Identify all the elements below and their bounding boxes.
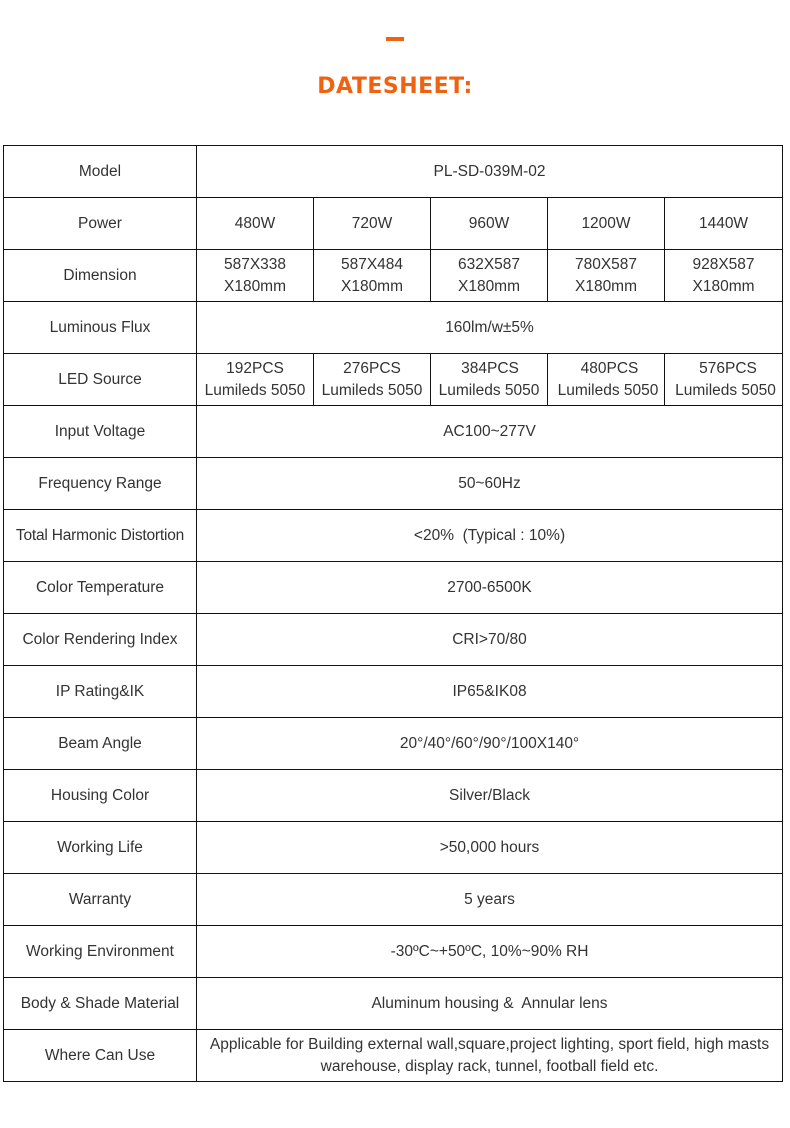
label-led-source: LED Source	[4, 354, 197, 406]
label-ip-rating: IP Rating&IK	[4, 666, 197, 718]
value-dimension	[431, 250, 548, 302]
dimension-line1: 587X338	[223, 255, 287, 273]
value-beam-angle: 20°/40°/60°/90°/100X140°	[197, 718, 783, 770]
dimension-line2: X180mm	[574, 277, 638, 295]
label-warranty: Warranty	[4, 874, 197, 926]
value-dimension	[548, 250, 665, 302]
led-type: Lumileds 5050	[204, 381, 306, 399]
row-input-voltage	[4, 406, 783, 458]
dimension-line2: X180mm	[692, 277, 755, 295]
label-luminous-flux: Luminous Flux	[4, 302, 197, 354]
label-working-life: Working Life	[4, 822, 197, 874]
dimension-line1: 632X587	[457, 255, 521, 273]
row-working-life	[4, 822, 783, 874]
row-working-environment	[4, 926, 783, 978]
value-luminous-flux: 160lm/w±5%	[197, 302, 783, 354]
label-where-can-use: Where Can Use	[4, 1030, 197, 1082]
value-led-source	[197, 354, 314, 406]
dimension-line2: X180mm	[223, 277, 287, 295]
row-warranty	[4, 874, 783, 926]
dimension-line1: 928X587	[692, 255, 755, 273]
value-warranty: 5 years	[197, 874, 783, 926]
value-power: 720W	[314, 198, 431, 250]
value-model: PL-SD-039M-02	[197, 146, 783, 198]
value-power: 480W	[197, 198, 314, 250]
value-dimension	[314, 250, 431, 302]
label-cri: Color Rendering Index	[4, 614, 197, 666]
value-led-source	[431, 354, 548, 406]
label-frequency-range: Frequency Range	[4, 458, 197, 510]
led-type: Lumileds 5050	[557, 381, 659, 399]
value-led-source	[314, 354, 431, 406]
led-type: Lumileds 5050	[438, 381, 540, 399]
row-housing-color	[4, 770, 783, 822]
row-thd	[4, 510, 783, 562]
value-material: Aluminum housing & Annular lens	[197, 978, 783, 1030]
row-led-source	[4, 354, 783, 406]
row-beam-angle	[4, 718, 783, 770]
label-model: Model	[4, 146, 197, 198]
row-color-temperature	[4, 562, 783, 614]
title-accent-dash	[386, 37, 404, 41]
value-housing-color: Silver/Black	[197, 770, 783, 822]
row-luminous-flux	[4, 302, 783, 354]
value-power: 1440W	[665, 198, 783, 250]
row-where-can-use	[4, 1030, 783, 1082]
value-working-life: >50,000 hours	[197, 822, 783, 874]
value-working-environment: -30ºC~+50ºC, 10%~90% RH	[197, 926, 783, 978]
value-led-source	[548, 354, 665, 406]
label-thd: Total Harmonic Distortion	[4, 510, 197, 562]
dimension-line1: 587X484	[340, 255, 404, 273]
value-led-source	[665, 354, 783, 406]
led-type: Lumileds 5050	[321, 381, 423, 399]
datasheet-table	[3, 145, 783, 1082]
row-ip-rating	[4, 666, 783, 718]
dimension-line2: X180mm	[340, 277, 404, 295]
value-ip-rating: IP65&IK08	[197, 666, 783, 718]
row-power	[4, 198, 783, 250]
row-frequency-range	[4, 458, 783, 510]
value-power: 1200W	[548, 198, 665, 250]
value-where-can-use	[197, 1030, 783, 1082]
where-can-use-line2: warehouse, display rack, tunnel, football field etc.	[320, 1057, 659, 1075]
label-input-voltage: Input Voltage	[4, 406, 197, 458]
led-count: 576PCS	[699, 359, 757, 377]
value-input-voltage: AC100~277V	[197, 406, 783, 458]
value-cri: CRI>70/80	[197, 614, 783, 666]
led-count: 276PCS	[343, 359, 401, 377]
label-beam-angle: Beam Angle	[4, 718, 197, 770]
value-power: 960W	[431, 198, 548, 250]
label-power: Power	[4, 198, 197, 250]
row-model	[4, 146, 783, 198]
label-housing-color: Housing Color	[4, 770, 197, 822]
led-count: 480PCS	[580, 359, 639, 377]
label-material: Body & Shade Material	[4, 978, 197, 1030]
where-can-use-line1: Applicable for Building external wall,square,project lighting, sport field, high masts	[209, 1035, 770, 1053]
row-material	[4, 978, 783, 1030]
value-dimension	[665, 250, 783, 302]
value-color-temperature: 2700-6500K	[197, 562, 783, 614]
led-count: 192PCS	[226, 359, 284, 377]
dimension-line2: X180mm	[457, 277, 521, 295]
value-thd: <20% (Typical : 10%)	[197, 510, 783, 562]
value-dimension	[197, 250, 314, 302]
row-cri	[4, 614, 783, 666]
label-working-environment: Working Environment	[4, 926, 197, 978]
value-frequency-range: 50~60Hz	[197, 458, 783, 510]
led-type: Lumileds 5050	[675, 381, 776, 399]
label-dimension: Dimension	[4, 250, 197, 302]
label-color-temperature: Color Temperature	[4, 562, 197, 614]
row-dimension	[4, 250, 783, 302]
dimension-line1: 780X587	[574, 255, 638, 273]
page-title: DATESHEET:	[317, 74, 473, 99]
led-count: 384PCS	[461, 359, 519, 377]
